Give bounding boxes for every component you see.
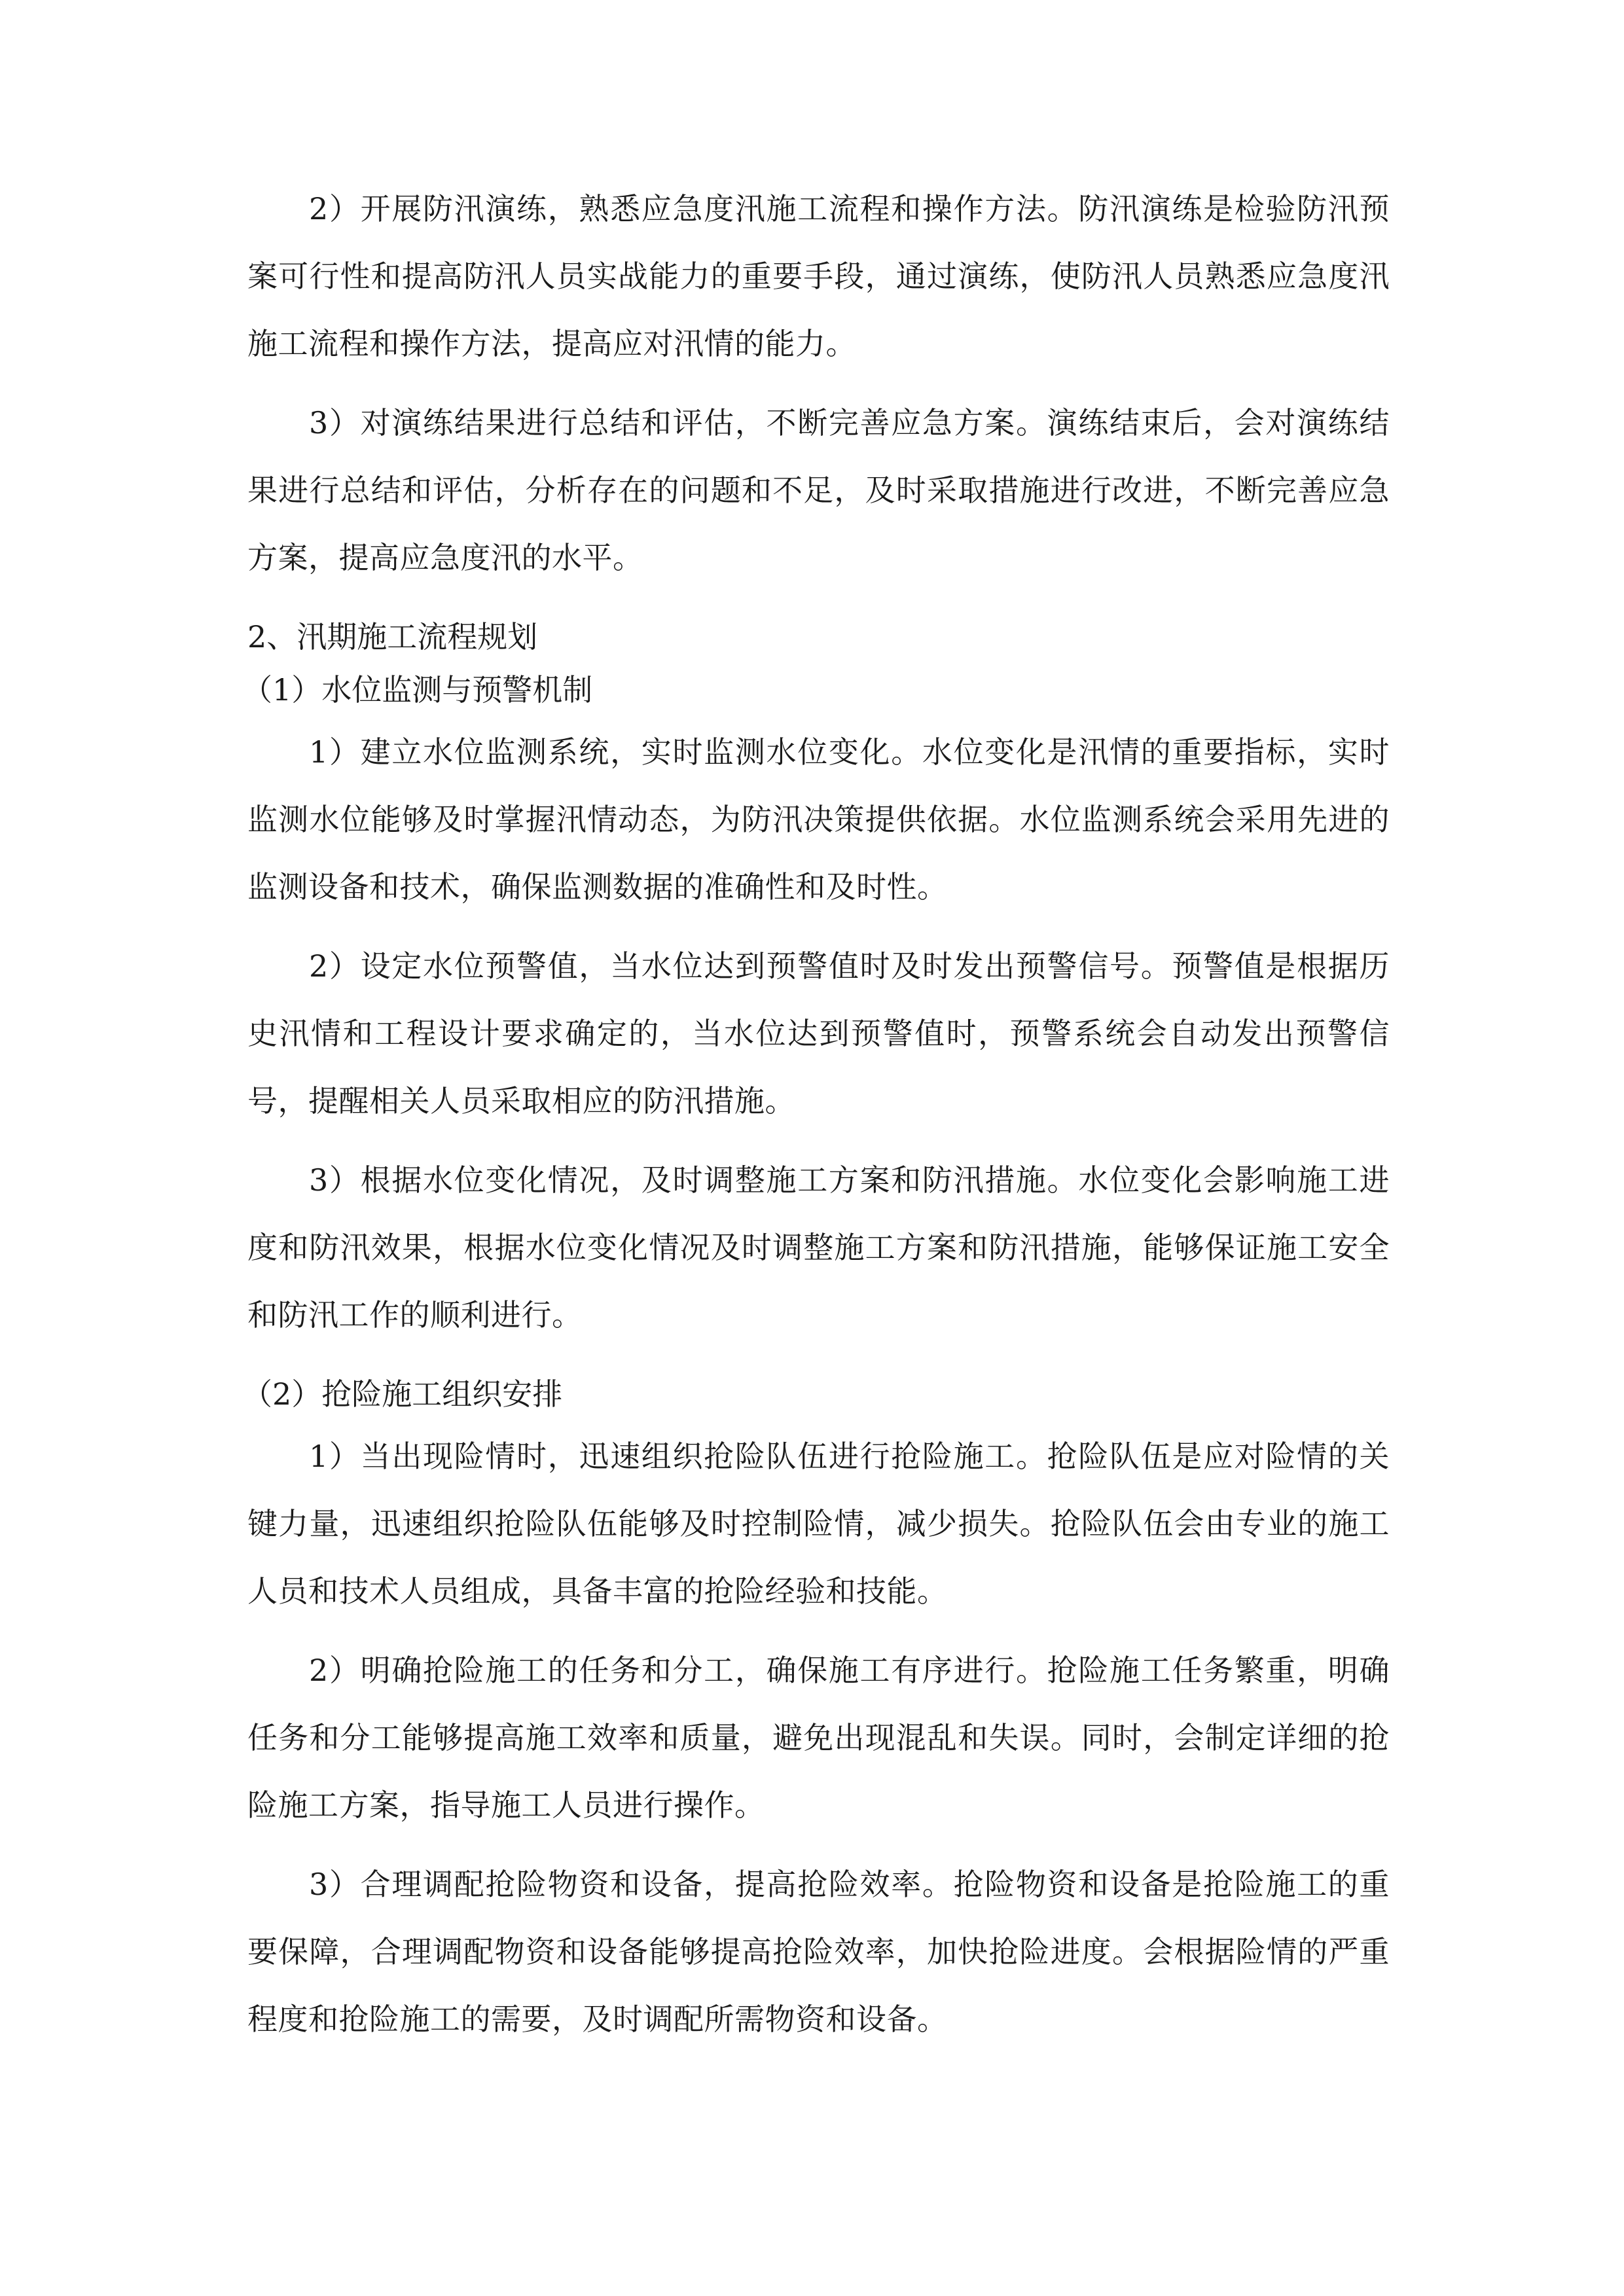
paragraph-monitoring-system: 1）建立水位监测系统，实时监测水位变化。水位变化是汛情的重要指标，实时监测水位能够及时掌握汛情动态，为防汛决策提供依据。水位监测系统会采用先进的监测设备和技术，确保监测数据的准确性和及时性。 — [247, 734, 1390, 905]
section-heading-flood-season-plan: 2、汛期施工流程规划 — [247, 619, 538, 655]
paragraph-task-division: 2）明确抢险施工的任务和分工，确保施工有序进行。抢险施工任务繁重，明确任务和分工能够提高施工效率和质量，避免出现混乱和失误。同时，会制定详细的抢险施工方案，指导施工人员进行操作。 — [247, 1653, 1390, 1823]
paragraph-drill: 2）开展防汛演练，熟悉应急度汛施工流程和操作方法。防汛演练是检验防汛预案可行性和提高防汛人员实战能力的重要手段，通过演练，使防汛人员熟悉应急度汛施工流程和操作方法，提高应对汛情的能力。 — [247, 191, 1390, 361]
paragraph-warning-threshold: 2）设定水位预警值，当水位达到预警值时及时发出预警信号。预警值是根据历史汛情和工程设计要求确定的，当水位达到预警值时，预警系统会自动发出预警信号，提醒相关人员采取相应的防汛措施。 — [247, 948, 1390, 1119]
paragraph-resource-allocation: 3）合理调配抢险物资和设备，提高抢险效率。抢险物资和设备是抢险施工的重要保障，合理调配物资和设备能够提高抢险效率，加快抢险进度。会根据险情的严重程度和抢险施工的需要，及时调配所需物资和设备。 — [247, 1867, 1390, 2037]
document-body — [242, 175, 1390, 2053]
subsection-heading-emergency-construction: （2）抢险施工组织安排 — [242, 1376, 563, 1412]
paragraph-drill-evaluation: 3）对演练结果进行总结和评估，不断完善应急方案。演练结束后，会对演练结果进行总结和评估，分析存在的问题和不足，及时采取措施进行改进，不断完善应急方案，提高应急度汛的水平。 — [247, 405, 1390, 575]
subsection-heading-water-level-monitoring: （1）水位监测与预警机制 — [242, 672, 593, 708]
paragraph-adjust-plan: 3）根据水位变化情况，及时调整施工方案和防汛措施。水位变化会影响施工进度和防汛效果，根据水位变化情况及时调整施工方案和防汛措施，能够保证施工安全和防汛工作的顺利进行。 — [247, 1162, 1390, 1333]
paragraph-emergency-team: 1）当出现险情时，迅速组织抢险队伍进行抢险施工。抢险队伍是应对险情的关键力量，迅速组织抢险队伍能够及时控制险情，减少损失。抢险队伍会由专业的施工人员和技术人员组成，具备丰富的抢险经验和技能。 — [247, 1439, 1390, 1609]
